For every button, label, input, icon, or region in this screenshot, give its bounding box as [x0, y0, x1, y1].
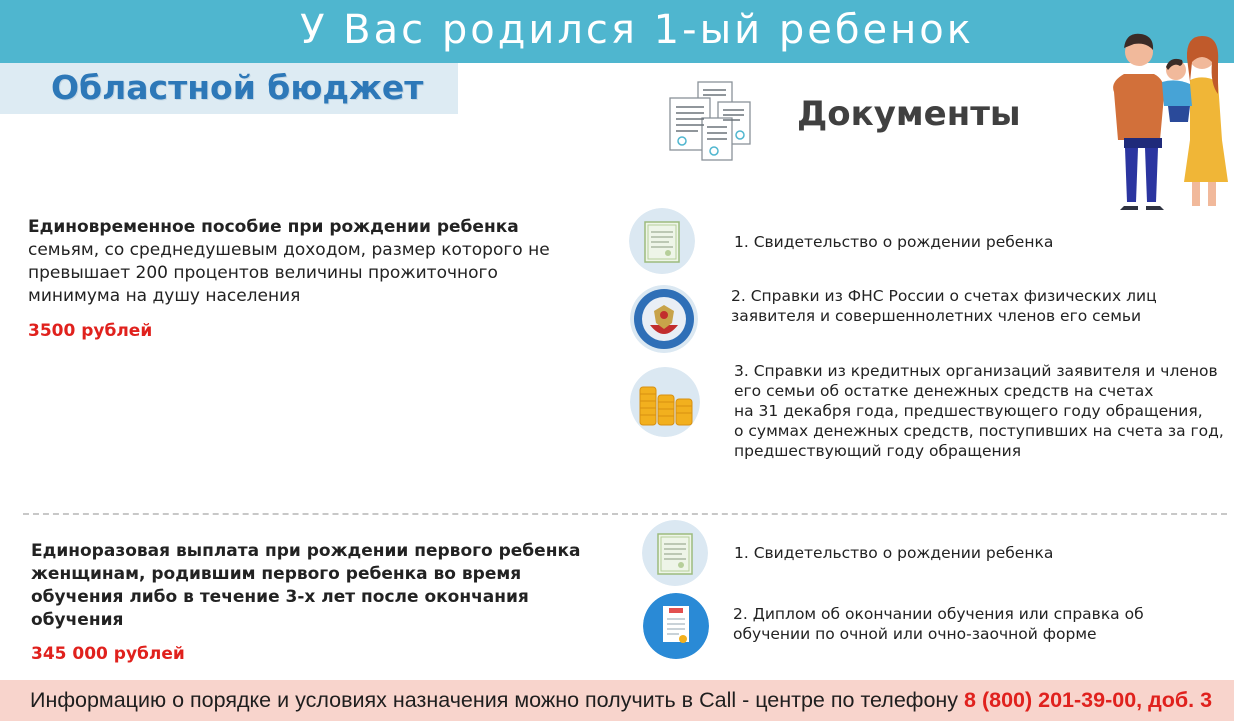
benefit-2-heading-line: обучения либо в течение 3-х лет после окончания [31, 587, 529, 607]
benefit-1-amount: 3500 рублей [28, 321, 153, 341]
footer-text: Информацию о порядке и условиях назначения можно получить в Call - центре по телефону [30, 688, 965, 712]
doc-item [734, 361, 1224, 461]
doc-item [734, 543, 1053, 563]
doc-item-line: 1. Свидетельство о рождении ребенка [734, 233, 1054, 251]
family-illustration [1094, 22, 1234, 212]
subtitle-text: Областной бюджет [51, 68, 424, 107]
birth-certificate-icon [629, 208, 695, 274]
documents-heading: Документы [797, 94, 1021, 134]
benefit-2-heading-line: женщинам, родившим первого ребенка во время [31, 564, 522, 584]
doc-item-line: 2. Диплом об окончании обучения или справка об [733, 605, 1144, 623]
benefit-1-line: превышает 200 процентов величины прожиточного [28, 263, 498, 283]
benefit-1-description [28, 216, 550, 308]
doc-item-line: 2. Справки из ФНС России о счетах физических лиц [731, 287, 1157, 305]
documents-stack-icon [668, 80, 754, 170]
benefit-1-heading: Единовременное пособие при рождении ребенка [28, 217, 519, 237]
doc-item [731, 286, 1157, 326]
tax-service-emblem-icon [630, 285, 698, 353]
benefit-2-heading-line: обучения [31, 610, 124, 630]
doc-item-line: на 31 декабря года, предшествующего году обращения, [734, 402, 1203, 420]
diploma-icon [643, 593, 709, 659]
coins-icon [630, 367, 700, 437]
footer-bar [0, 680, 1234, 721]
page-title: У Вас родился 1-ый ребенок [300, 7, 974, 53]
doc-item-line: о суммах денежных средств, поступивших на счета за год, [734, 422, 1224, 440]
benefit-2-heading-line: Единоразовая выплата при рождении первого ребенка [31, 541, 581, 561]
header-bar [0, 0, 1234, 63]
benefit-1-line: семьям, со среднедушевым доходом, размер которого не [28, 240, 550, 260]
doc-item-line: 3. Справки из кредитных организаций заявителя и членов [734, 362, 1218, 380]
birth-certificate-icon [642, 520, 708, 586]
doc-item-line: обучении по очной или очно-заочной форме [733, 625, 1097, 643]
call-center-phone[interactable]: 8 (800) 201-39-00, доб. 3 [964, 688, 1213, 712]
doc-item [733, 604, 1144, 644]
footer-info [30, 686, 1212, 714]
doc-item-line: его семьи об остатке денежных средств на счетах [734, 382, 1154, 400]
section-divider [23, 513, 1227, 515]
doc-item-line: предшествующий году обращения [734, 442, 1022, 460]
doc-item-line: 1. Свидетельство о рождении ребенка [734, 544, 1054, 562]
doc-item-line: заявителя и совершеннолетних членов его семьи [731, 307, 1142, 325]
benefit-1-line: минимума на душу населения [28, 286, 301, 306]
benefit-2-heading [31, 540, 580, 632]
benefit-2-amount: 345 000 рублей [31, 644, 185, 664]
subtitle-banner [0, 63, 458, 114]
doc-item [734, 232, 1053, 252]
